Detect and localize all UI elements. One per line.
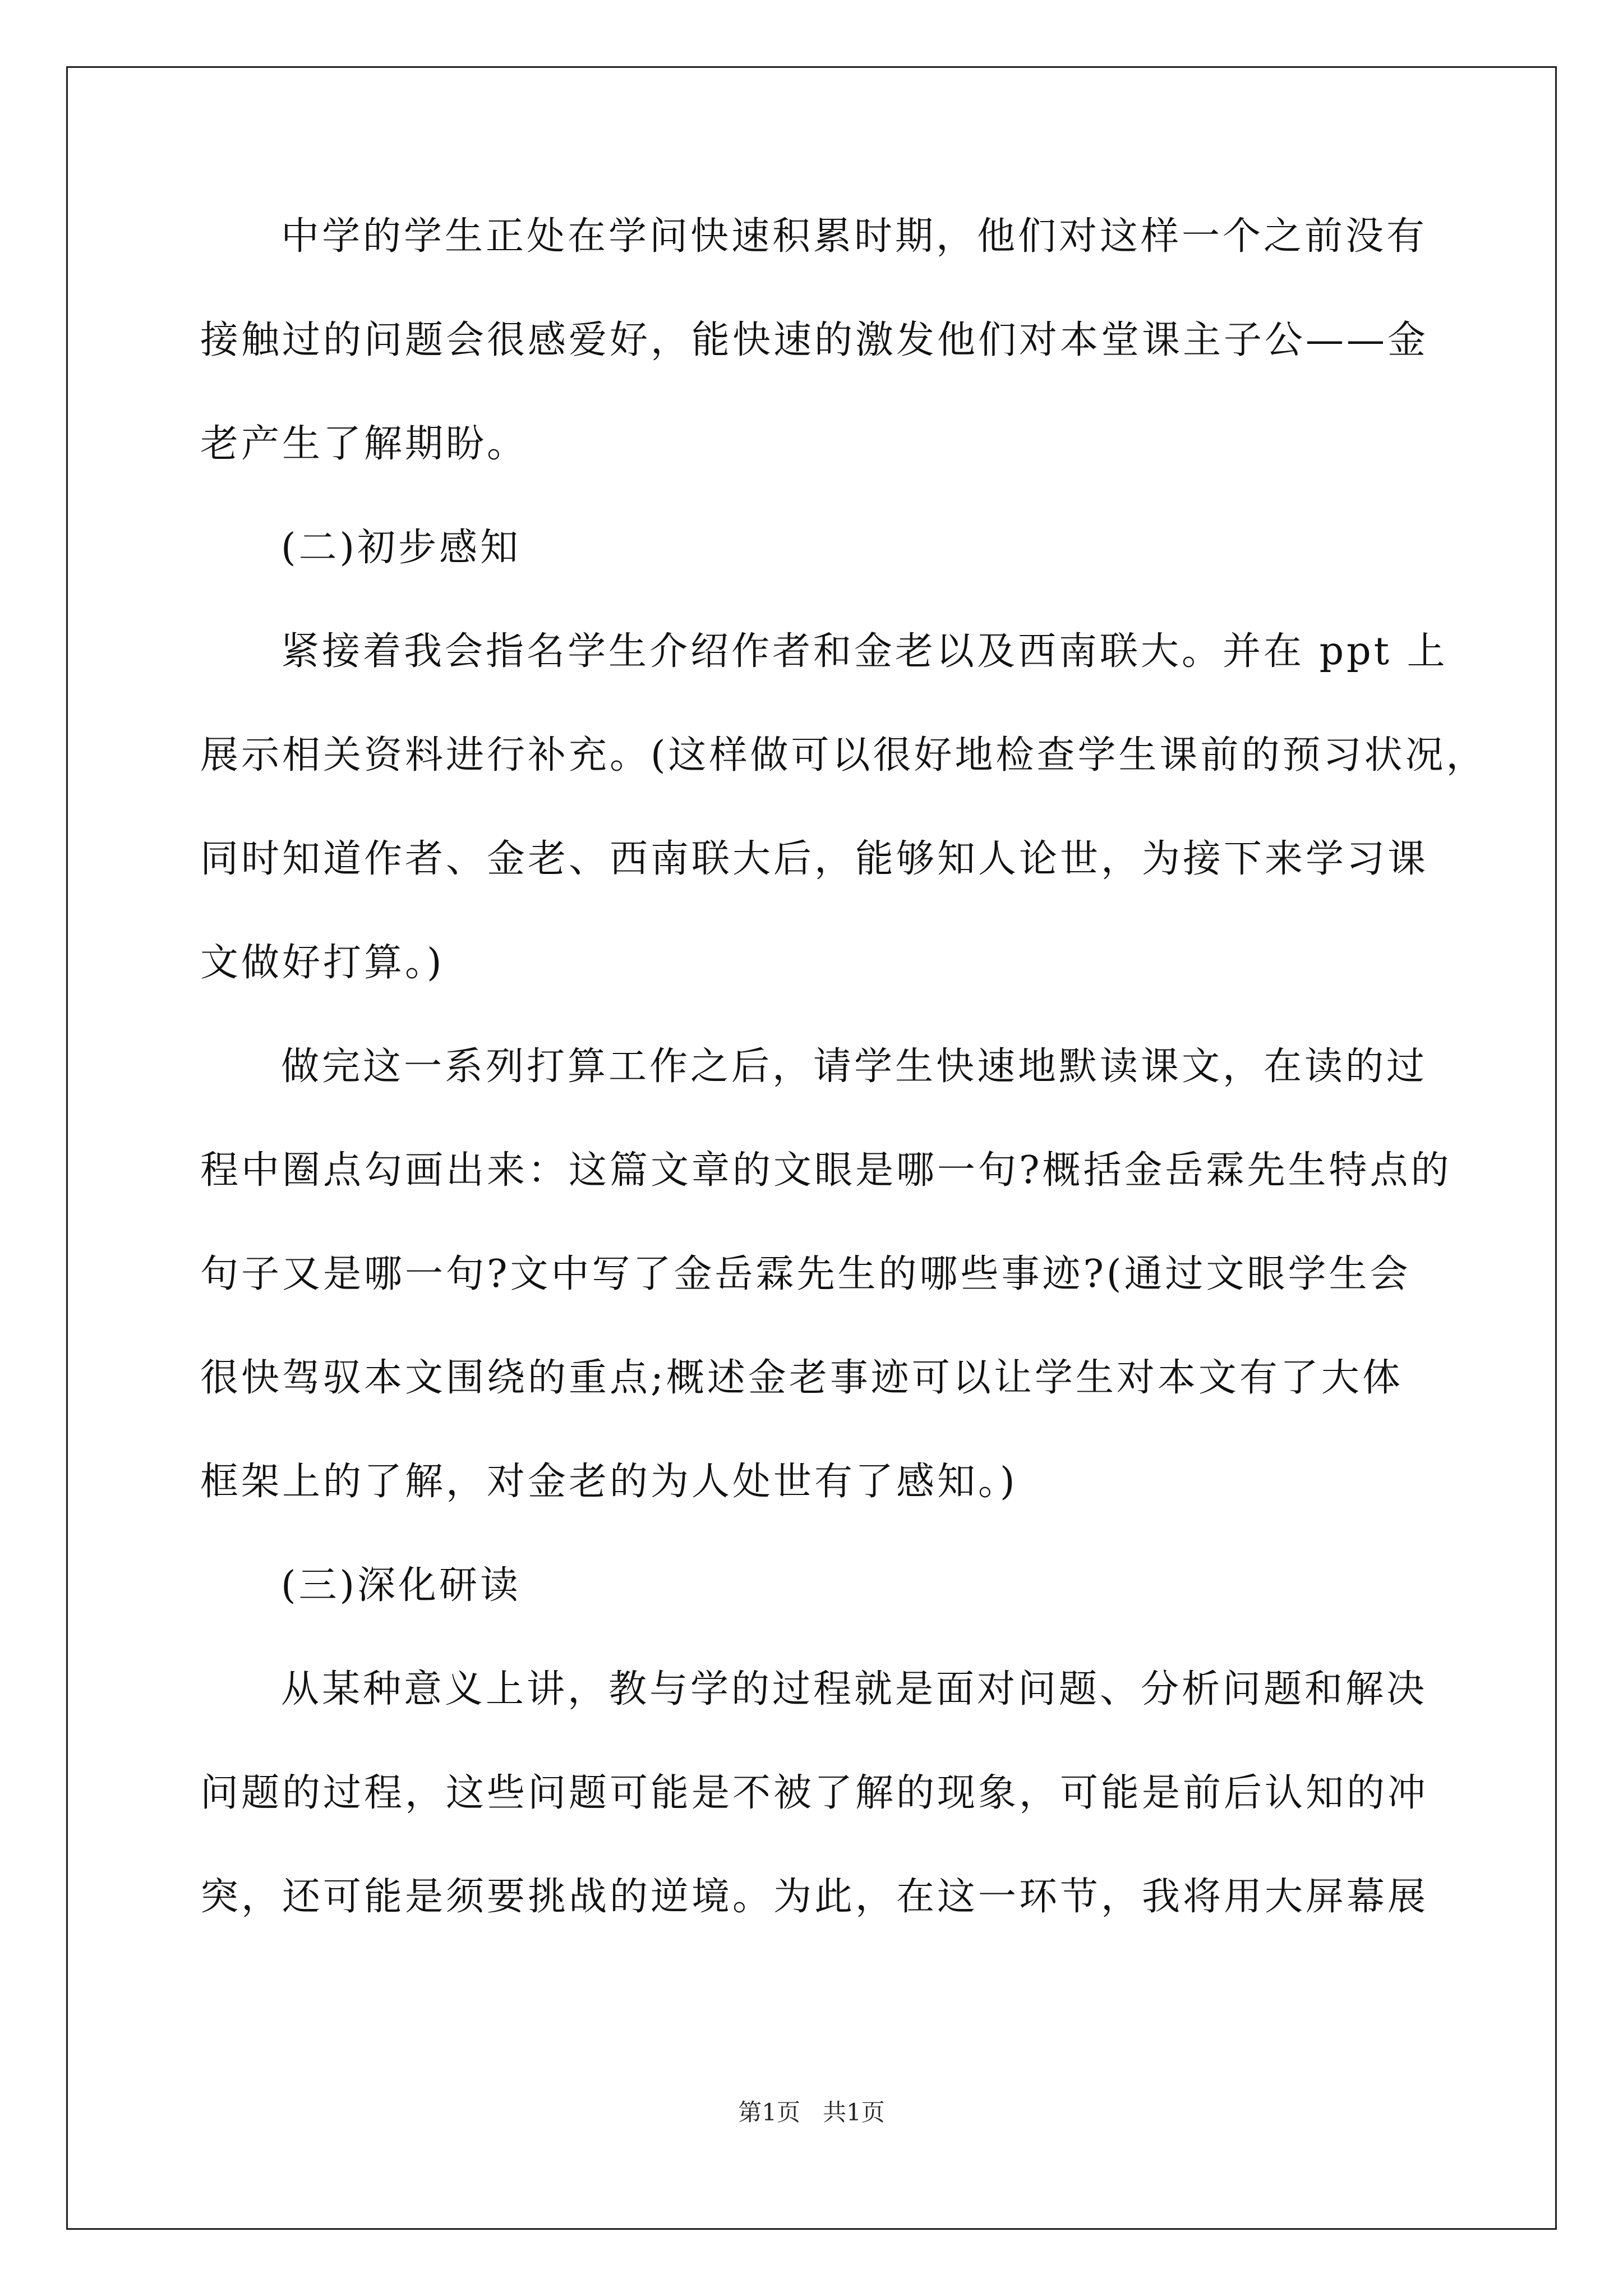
text-line: 中学的学生正处在学问快速积累时期，他们对这样一个之前没有 <box>281 214 1428 259</box>
page-footer <box>0 2097 1623 2128</box>
text-line: 做完这一系列打算工作之后，请学生快速地默读课文，在读的过 <box>281 1045 1428 1089</box>
page-total: 共1页 <box>823 2099 885 2126</box>
text-line: 从某种意义上讲，教与学的过程就是面对问题、分析问题和解决 <box>281 1667 1428 1711</box>
text-line: 程中圈点勾画出来：这篇文章的文眼是哪一句?概括金岳霖先生特点的 <box>200 1148 1452 1193</box>
text-line: 紧接着我会指名学生介绍作者和金老以及西南联大。并在 ppt 上 <box>281 629 1448 674</box>
text-line: 同时知道作者、金老、西南联大后，能够知人论世，为接下来学习课 <box>200 837 1429 881</box>
page-number: 第1页 <box>738 2099 800 2126</box>
text-line: 接触过的问题会很感爱好，能快速的激发他们对本堂课主子公——金 <box>200 318 1429 362</box>
text-line: 突，还可能是须要挑战的逆境。为此，在这一环节，我将用大屏幕展 <box>200 1875 1429 1919</box>
text-line: 展示相关资料进行补充。(这样做可以很好地检查学生课前的预习状况， <box>200 733 1487 777</box>
text-line: 老产生了解期盼。 <box>200 422 528 466</box>
text-line: 文做好打算。) <box>200 941 445 985</box>
section-heading: (三)深化研读 <box>281 1563 522 1608</box>
text-line: 很快驾驭本文围绕的重点;概述金老事迹可以让学生对本文有了大体 <box>200 1356 1403 1400</box>
text-line: 框架上的了解，对金老的为人处世有了感知。) <box>200 1460 1018 1504</box>
text-line: 句子又是哪一句?文中写了金岳霖先生的哪些事迹?(通过文眼学生会 <box>200 1252 1411 1296</box>
section-heading: (二)初步感知 <box>281 526 522 570</box>
document-body <box>200 212 1487 1976</box>
text-line: 问题的过程，这些问题可能是不被了解的现象，可能是前后认知的冲 <box>200 1771 1429 1815</box>
